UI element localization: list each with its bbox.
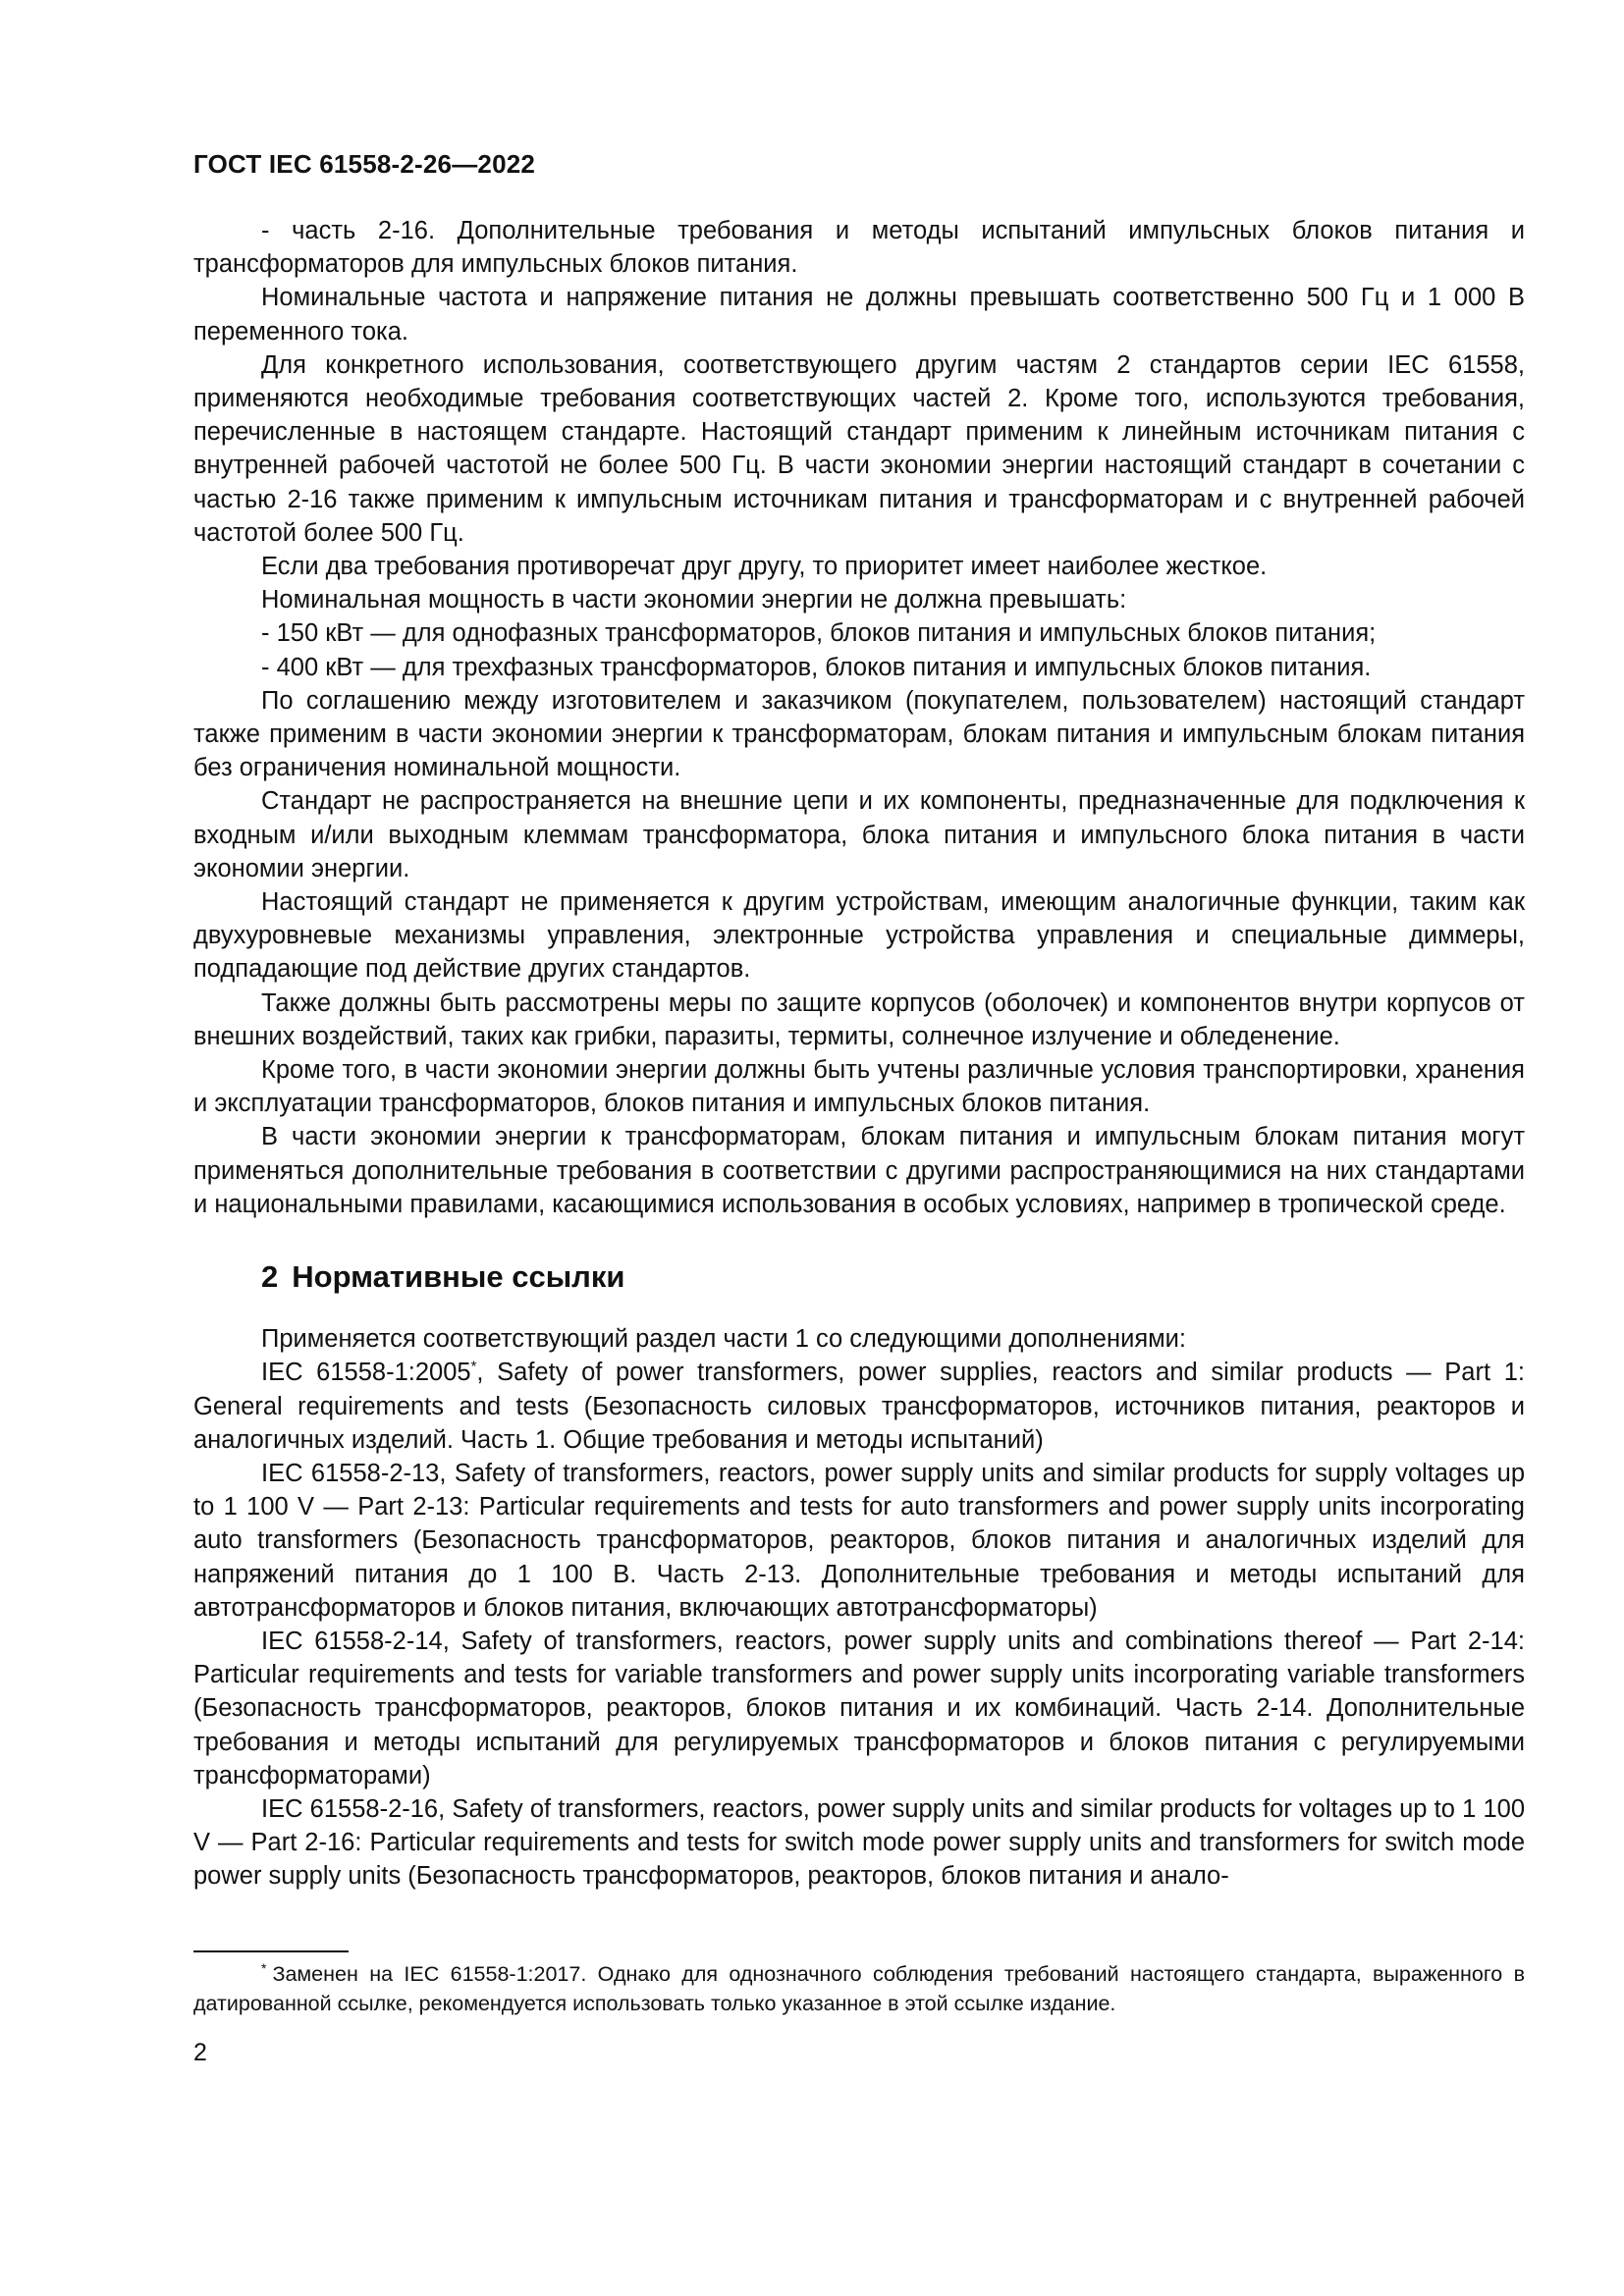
paragraph-rated-power: Номинальная мощность в части экономии энергии не должна превышать: [261, 586, 1127, 614]
footnote-mark: * [261, 1959, 267, 1976]
section-title: Нормативные ссылки [292, 1259, 625, 1295]
paragraph-additional-requirements: В части экономии энергии к трансформаторам, блокам питания и импульсным блокам питания могут применяться дополнительные требования в соответствии с другими распространяющимися на них стандартами и национальными правилами, касающимися использования в особых условиях, например в тропической среде. [193, 1123, 1525, 1218]
paragraph-part-2-16: - часть 2-16. Дополнительные требования и методы испытаний импульсных блоков питания и трансформаторов для импульсных блоков питания. [193, 217, 1525, 279]
footnote-divider [193, 1950, 349, 1952]
section-heading-normative-references [261, 1257, 1525, 1297]
paragraph-section-intro: Применяется соответствующий раздел части 1 со следующими дополнениями: [261, 1325, 1186, 1354]
list-item-three-phase: - 400 кВт — для трехфазных трансформаторов, блоков питания и импульсных блоков питания. [261, 653, 1372, 681]
paragraph-other-devices: Настоящий стандарт не применяется к другим устройствам, имеющим аналогичные функции, таким как двухуровневые механизмы управления, электронные устройства управления и специальные диммеры, подпадающие под действие других стандартов. [193, 888, 1525, 984]
list-item-single-phase: - 150 кВт — для однофазных трансформаторов, блоков питания и импульсных блоков питания; [261, 619, 1377, 648]
paragraph-external-circuits: Стандарт не распространяется на внешние цепи и их компоненты, предназначенные для подключения к входным и/или выходным клеммам трансформатора, блока питания и импульсного блока питания в части экономии энергии. [193, 787, 1525, 882]
paragraph-enclosure-protection: Также должны быть рассмотрены меры по защите корпусов (оболочек) и компонентов внутри корпусов от внешних воздействий, таких как грибки, паразиты, термиты, солнечное излучение и обледенение. [193, 988, 1525, 1050]
document-page [193, 147, 1525, 1894]
reference-iec-61558-2-14: IEC 61558-2-14, Safety of transformers, reactors, power supply units and combinations thereof — Part 2-14: Particular requirements and tests for variable transformers and power supply units incorporating variable transformers (Безопасность трансформаторов, реакторов, блоков питания и их комбинаций. Часть 2-14. Дополнительные требования и методы испытаний для регулируемых трансформаторов и блоков питания с регулируемыми трансформаторами) [193, 1627, 1525, 1789]
reference-iec-61558-2-16: IEC 61558-2-16, Safety of transformers, reactors, power supply units and similar products for voltages up to 1 100 V — Part 2-16: Particular requirements and tests for switch mode power supply units and transformers for switch mode power supply units (Безопасность трансформаторов, реакторов, блоков питания и анало- [193, 1794, 1525, 1891]
page-number: 2 [193, 2039, 207, 2066]
reference-iec-61558-2-13: IEC 61558-2-13, Safety of transformers, reactors, power supply units and similar products for supply voltages up to 1 100 V — Part 2-13: Particular requirements and tests for auto transformers and power supply units incorporating auto transformers (Безопасность трансформаторов, реакторов, блоков питания и аналогичных изделий для напряжений питания до 1 100 В. Часть 2-13. Дополнительные требования и методы испытаний для автотрансформаторов и блоков питания, включающих автотрансформаторы) [193, 1459, 1525, 1622]
reference-code: IEC 61558-1:2005 [261, 1359, 471, 1387]
footnote [193, 1959, 1525, 2018]
document-code-header: ГОСТ IEC 61558-2-26—2022 [193, 149, 536, 179]
paragraph-rated-frequency-voltage: Номинальные частота и напряжение питания не должны превышать соответственно 500 Гц и 1 000 В переменного тока. [193, 284, 1525, 346]
section-number: 2 [261, 1259, 279, 1295]
paragraph-agreement: По соглашению между изготовителем и заказчиком (покупателем, пользователем) настоящий стандарт также применим в части экономии энергии к трансформаторам, блокам питания и импульсным блокам питания без ограничения номинальной мощности. [193, 686, 1525, 782]
footnote-text: Заменен на IEC 61558-1:2017. Однако для однозначного соблюдения требований настоящего стандарта, выраженного в датированной ссылке, рекомендуется использовать только указанное в этой ссылке издание. [193, 1962, 1525, 2015]
reference-iec-61558-1 [193, 1356, 1525, 1457]
paragraph-specific-use: Для конкретного использования, соответствующего другим частям 2 стандартов серии IEC 61558, применяются необходимые требования соответствующих частей 2. Кроме того, используются требования, перечисленные в настоящем стандарте. Настоящий стандарт применим к линейным источникам питания с внутренней рабочей частотой не более 500 Гц. В части экономии энергии настоящий стандарт в сочетании с частью 2-16 также применим к импульсным источникам питания и трансформаторам и с внутренней рабочей частотой более 500 Гц. [193, 350, 1525, 547]
paragraph-priority: Если два требования противоречат друг другу, то приоритет имеет наиболее жесткое. [261, 553, 1268, 581]
footnote-mark[interactable]: * [470, 1358, 477, 1375]
reference-text: , Safety of power transformers, power supplies, reactors and similar products — Part 1: General requirements and tests (Безопасность силовых трансформаторов, источников питания, реакторов и аналогичных изделий. Часть 1. Общие требования и методы испытаний) [193, 1359, 1525, 1454]
paragraph-conditions: Кроме того, в части экономии энергии должны быть учтены различные условия транспортировки, хранения и эксплуатации трансформаторов, блоков питания и импульсных блоков питания. [193, 1056, 1525, 1118]
